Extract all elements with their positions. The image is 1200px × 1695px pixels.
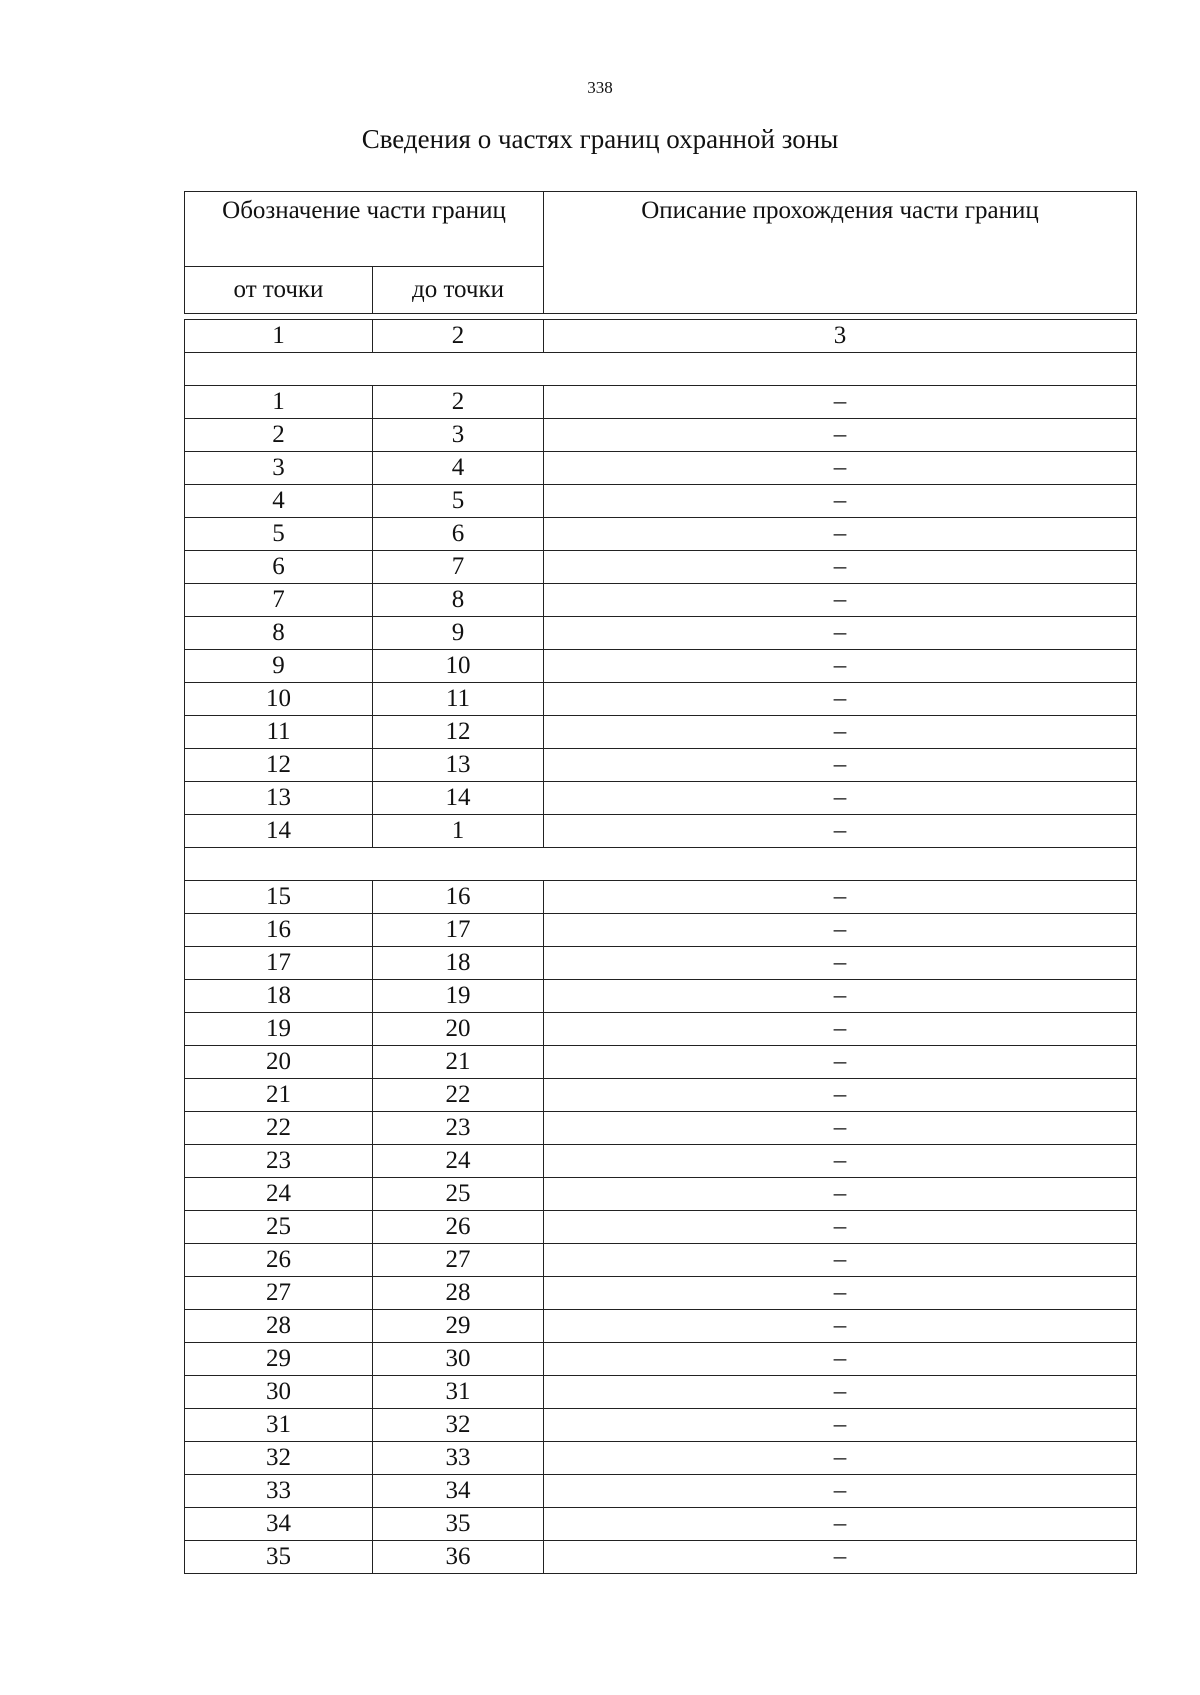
to-point-cell: 26 [373, 1211, 544, 1244]
table-row [185, 1376, 1137, 1409]
header-description: Описание прохождения части границ [544, 192, 1137, 314]
to-point-cell: 1 [373, 815, 544, 848]
from-point-cell: 6 [185, 551, 373, 584]
from-point-cell: 15 [185, 881, 373, 914]
from-point-cell: 29 [185, 1343, 373, 1376]
to-point-cell: 19 [373, 980, 544, 1013]
from-point-cell: 2 [185, 419, 373, 452]
header-to-point: до точки [373, 267, 544, 314]
description-cell: – [544, 584, 1137, 617]
section-label [185, 848, 1137, 881]
description-cell: – [544, 518, 1137, 551]
description-cell: – [544, 650, 1137, 683]
to-point-cell: 14 [373, 782, 544, 815]
to-point-cell: 8 [373, 584, 544, 617]
from-point-cell: 12 [185, 749, 373, 782]
to-point-cell: 36 [373, 1541, 544, 1574]
to-point-cell: 18 [373, 947, 544, 980]
from-point-cell: 32 [185, 1442, 373, 1475]
to-point-cell: 4 [373, 452, 544, 485]
description-cell: – [544, 386, 1137, 419]
from-point-cell: 35 [185, 1541, 373, 1574]
table-row [185, 716, 1137, 749]
from-point-cell: 13 [185, 782, 373, 815]
header-row [185, 192, 1137, 267]
to-point-cell: 5 [373, 485, 544, 518]
table-row [185, 914, 1137, 947]
from-point-cell: 21 [185, 1079, 373, 1112]
table-row [185, 1178, 1137, 1211]
table-row [185, 947, 1137, 980]
table-row [185, 1046, 1137, 1079]
from-point-cell: 26 [185, 1244, 373, 1277]
from-point-cell: 8 [185, 617, 373, 650]
table-row [185, 1112, 1137, 1145]
to-point-cell: 12 [373, 716, 544, 749]
to-point-cell: 34 [373, 1475, 544, 1508]
column-number: 2 [373, 320, 544, 353]
to-point-cell: 13 [373, 749, 544, 782]
from-point-cell: 7 [185, 584, 373, 617]
page-number: 338 [587, 78, 613, 97]
from-point-cell: 20 [185, 1046, 373, 1079]
column-number: 3 [544, 320, 1137, 353]
table-row [185, 551, 1137, 584]
page-title: Сведения о частях границ охранной зоны [361, 124, 839, 154]
from-point-cell: 16 [185, 914, 373, 947]
table-row [185, 452, 1137, 485]
boundary-parts-table [184, 191, 1137, 1574]
to-point-cell: 6 [373, 518, 544, 551]
from-point-cell: 9 [185, 650, 373, 683]
description-cell: – [544, 716, 1137, 749]
description-cell: – [544, 1508, 1137, 1541]
to-point-cell: 21 [373, 1046, 544, 1079]
to-point-cell: 9 [373, 617, 544, 650]
description-cell: – [544, 485, 1137, 518]
description-cell: – [544, 551, 1137, 584]
section-row [185, 353, 1137, 386]
description-cell: – [544, 1310, 1137, 1343]
table-row [185, 650, 1137, 683]
description-cell: – [544, 881, 1137, 914]
table-row [185, 1079, 1137, 1112]
to-point-cell: 24 [373, 1145, 544, 1178]
table-row [185, 485, 1137, 518]
from-point-cell: 25 [185, 1211, 373, 1244]
description-cell: – [544, 1442, 1137, 1475]
description-cell: – [544, 1178, 1137, 1211]
to-point-cell: 2 [373, 386, 544, 419]
description-cell: – [544, 419, 1137, 452]
description-cell: – [544, 1343, 1137, 1376]
to-point-cell: 28 [373, 1277, 544, 1310]
description-cell: – [544, 1145, 1137, 1178]
description-cell: – [544, 749, 1137, 782]
description-cell: – [544, 947, 1137, 980]
description-cell: – [544, 452, 1137, 485]
description-cell: – [544, 980, 1137, 1013]
table-row [185, 518, 1137, 551]
from-point-cell: 11 [185, 716, 373, 749]
to-point-cell: 10 [373, 650, 544, 683]
table-row [185, 1277, 1137, 1310]
table-row [185, 815, 1137, 848]
description-cell: – [544, 1409, 1137, 1442]
to-point-cell: 29 [373, 1310, 544, 1343]
table-row [185, 1475, 1137, 1508]
from-point-cell: 22 [185, 1112, 373, 1145]
to-point-cell: 35 [373, 1508, 544, 1541]
description-cell: – [544, 1046, 1137, 1079]
column-number: 1 [185, 320, 373, 353]
from-point-cell: 24 [185, 1178, 373, 1211]
description-cell: – [544, 1541, 1137, 1574]
to-point-cell: 17 [373, 914, 544, 947]
table-row [185, 1508, 1137, 1541]
to-point-cell: 22 [373, 1079, 544, 1112]
table-row [185, 1013, 1137, 1046]
table-row [185, 1145, 1137, 1178]
to-point-cell: 23 [373, 1112, 544, 1145]
description-cell: – [544, 1112, 1137, 1145]
from-point-cell: 10 [185, 683, 373, 716]
table-row [185, 782, 1137, 815]
to-point-cell: 32 [373, 1409, 544, 1442]
table-row [185, 1409, 1137, 1442]
section-label [185, 353, 1137, 386]
to-point-cell: 33 [373, 1442, 544, 1475]
to-point-cell: 3 [373, 419, 544, 452]
from-point-cell: 31 [185, 1409, 373, 1442]
table-row [185, 749, 1137, 782]
description-cell: – [544, 1376, 1137, 1409]
column-numbers-row [185, 320, 1137, 353]
table-row [185, 881, 1137, 914]
from-point-cell: 17 [185, 947, 373, 980]
to-point-cell: 27 [373, 1244, 544, 1277]
table-row [185, 1442, 1137, 1475]
from-point-cell: 23 [185, 1145, 373, 1178]
from-point-cell: 18 [185, 980, 373, 1013]
description-cell: – [544, 1277, 1137, 1310]
from-point-cell: 4 [185, 485, 373, 518]
from-point-cell: 5 [185, 518, 373, 551]
from-point-cell: 3 [185, 452, 373, 485]
from-point-cell: 14 [185, 815, 373, 848]
description-cell: – [544, 815, 1137, 848]
description-cell: – [544, 914, 1137, 947]
table-row [185, 980, 1137, 1013]
description-cell: – [544, 1244, 1137, 1277]
header-designation: Обозначение части границ [185, 192, 544, 267]
from-point-cell: 33 [185, 1475, 373, 1508]
from-point-cell: 27 [185, 1277, 373, 1310]
from-point-cell: 19 [185, 1013, 373, 1046]
table-row [185, 1211, 1137, 1244]
table-row [185, 617, 1137, 650]
table-row [185, 419, 1137, 452]
to-point-cell: 31 [373, 1376, 544, 1409]
description-cell: – [544, 1211, 1137, 1244]
table-row [185, 683, 1137, 716]
to-point-cell: 20 [373, 1013, 544, 1046]
description-cell: – [544, 1475, 1137, 1508]
from-point-cell: 28 [185, 1310, 373, 1343]
table-row [185, 1343, 1137, 1376]
from-point-cell: 34 [185, 1508, 373, 1541]
from-point-cell: 1 [185, 386, 373, 419]
table-row [185, 1310, 1137, 1343]
to-point-cell: 25 [373, 1178, 544, 1211]
to-point-cell: 16 [373, 881, 544, 914]
description-cell: – [544, 1079, 1137, 1112]
table-row [185, 386, 1137, 419]
description-cell: – [544, 617, 1137, 650]
table-row [185, 1244, 1137, 1277]
to-point-cell: 7 [373, 551, 544, 584]
description-cell: – [544, 683, 1137, 716]
description-cell: – [544, 1013, 1137, 1046]
to-point-cell: 30 [373, 1343, 544, 1376]
header-from-point: от точки [185, 267, 373, 314]
to-point-cell: 11 [373, 683, 544, 716]
table-row [185, 584, 1137, 617]
table-row [185, 1541, 1137, 1574]
section-row [185, 848, 1137, 881]
description-cell: – [544, 782, 1137, 815]
from-point-cell: 30 [185, 1376, 373, 1409]
